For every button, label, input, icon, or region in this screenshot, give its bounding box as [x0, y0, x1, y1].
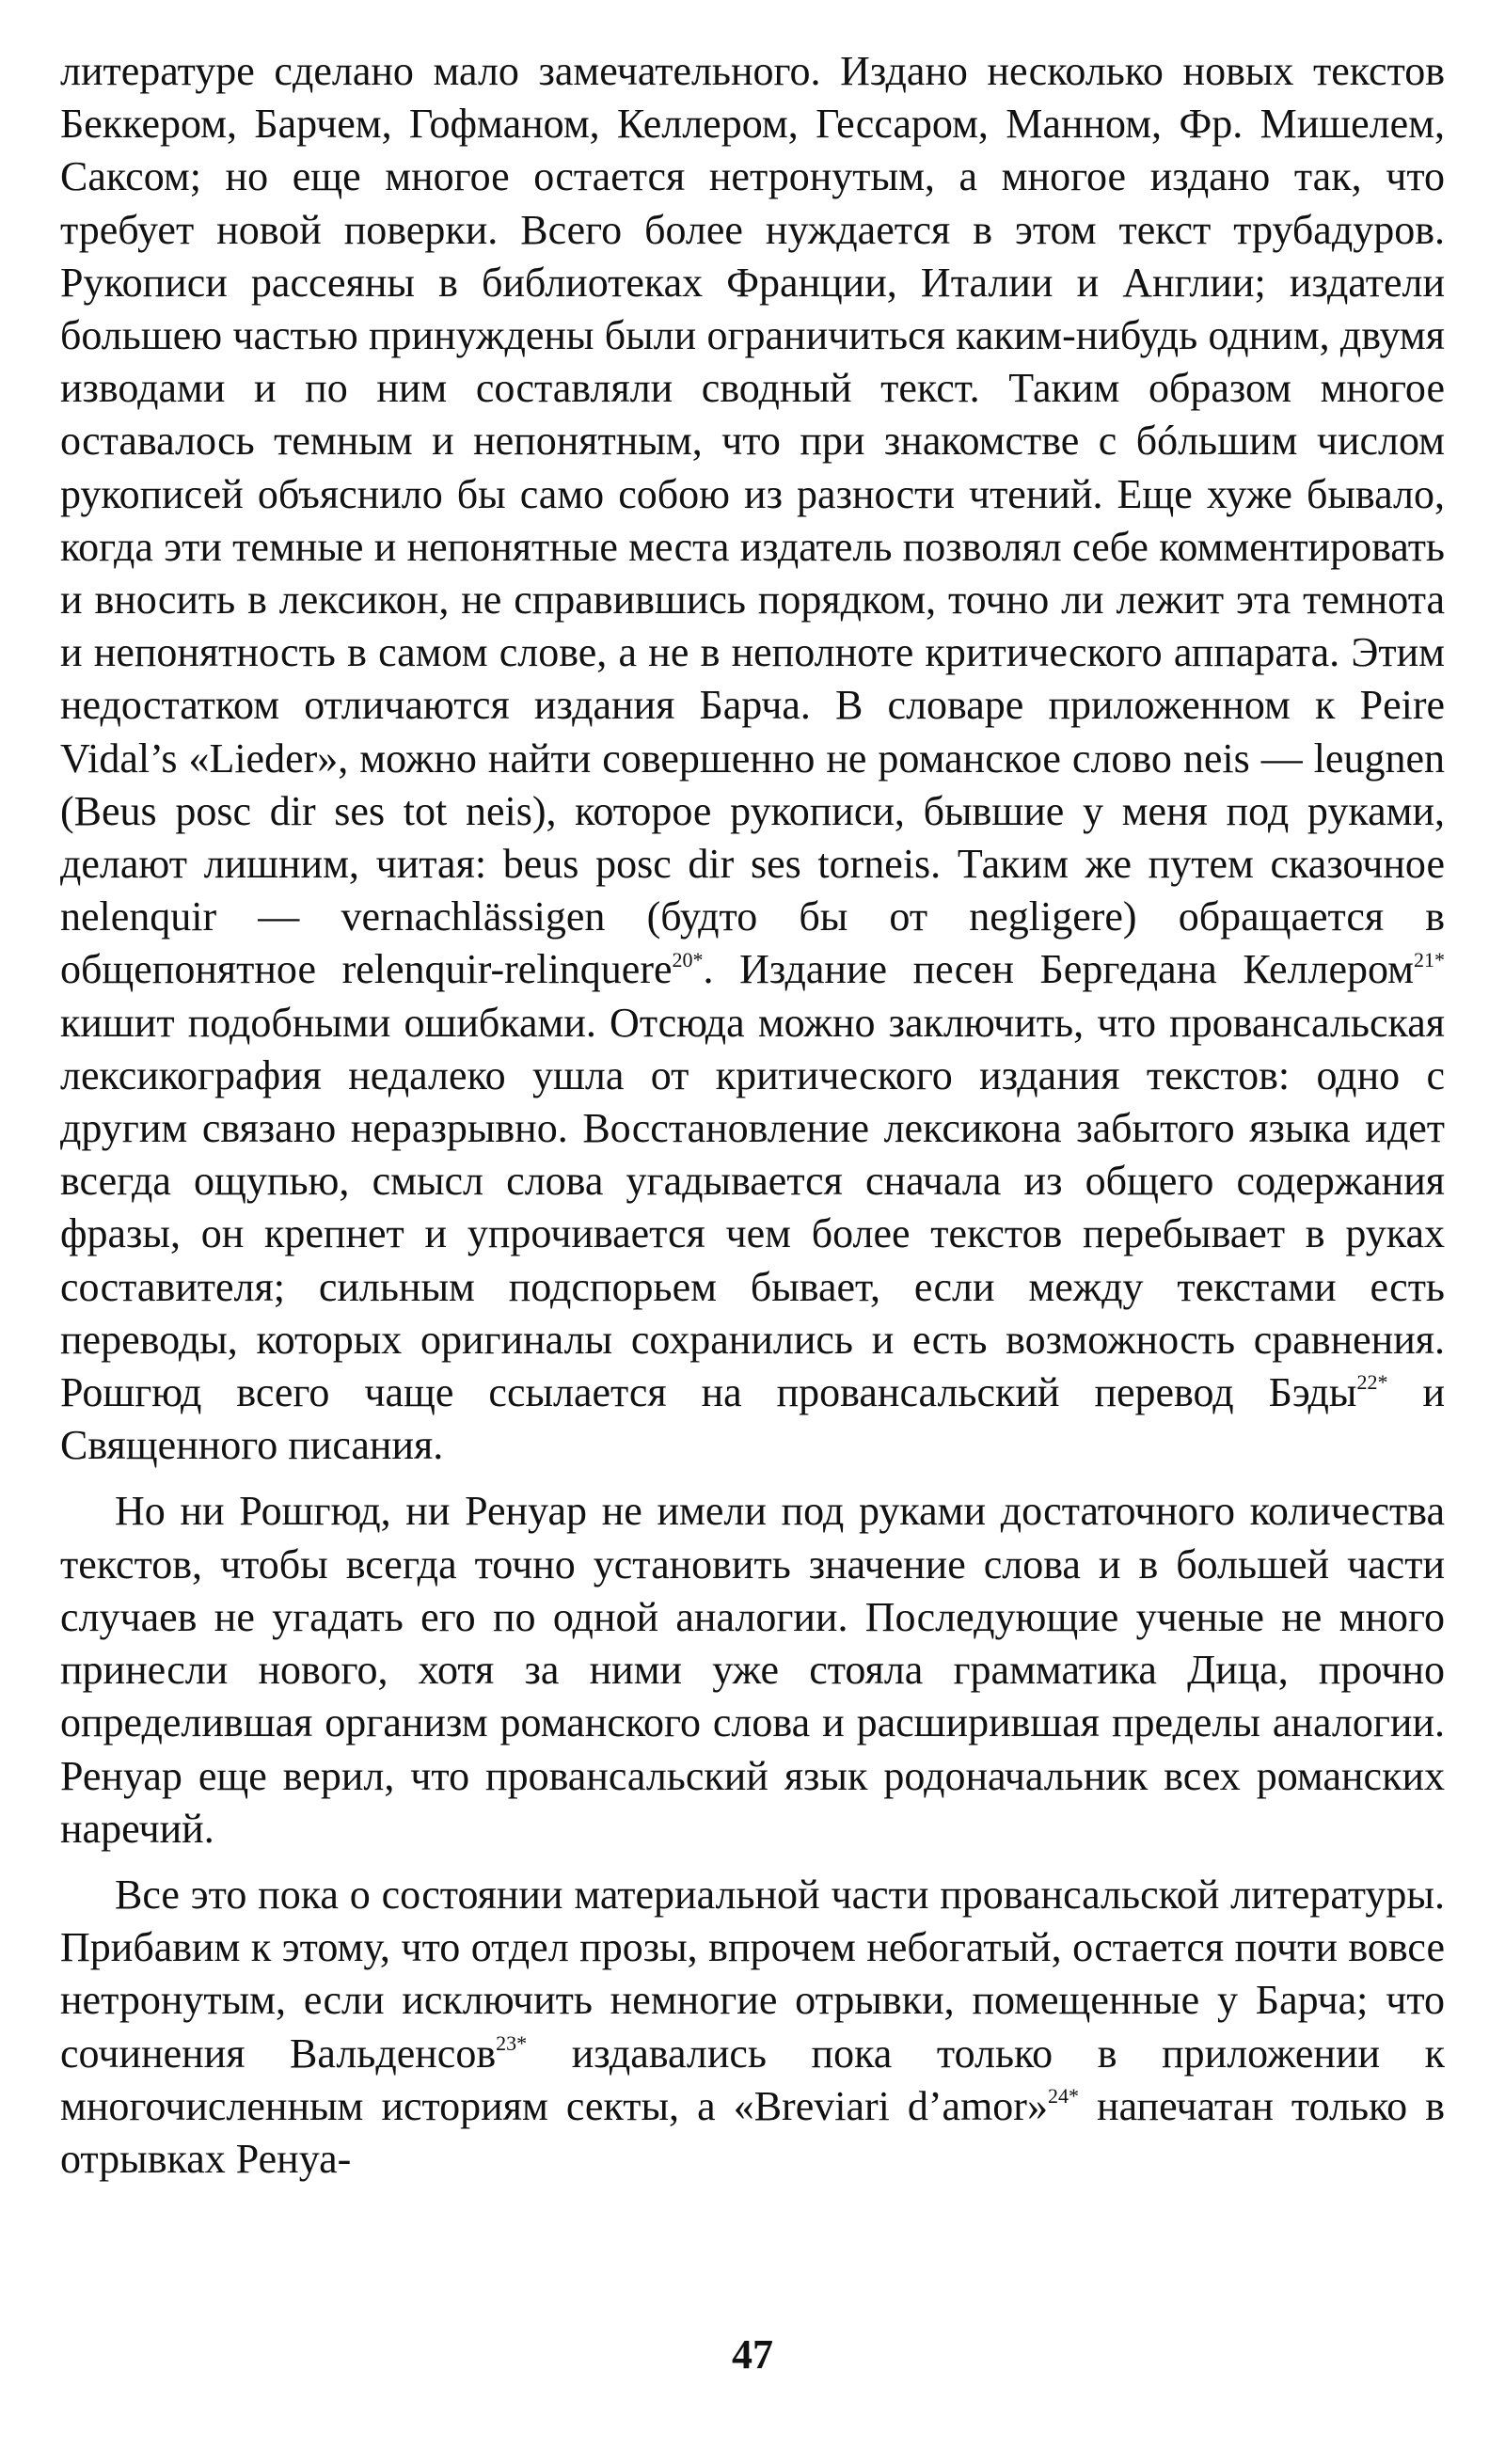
text-segment: . Издание песен Бергедана Келлером	[703, 946, 1414, 993]
text-segment: издавались пока только в приложении к многочисленным историям секты, а «Breviari d’amor»	[60, 2030, 1445, 2129]
footnote-ref-22: 22*	[1356, 1370, 1388, 1395]
text-segment: кишит подобными ошибками. Отсюда можно заключить, что провансальская лексикография недалеко ушла от критического издания текстов: одно с другим связано неразрывно. Восстановление лексикона забытого языка идет всегда ощупью, смысл слова угадывается сначала из общего содержания фразы, он крепнет и упрочивается чем более текстов перебывает в руках составителя; сильным подспорьем бывает, если между текстами есть переводы, которых оригиналы сохранились и есть возможность сравнения. Рошгюд всего чаще ссылается на провансальский перевод Бэды	[60, 999, 1445, 1416]
text-segment: Но ни Рошгюд, ни Ренуар не имели под руками достаточного количества текстов, чтобы всегда точно установить значение слова и в большей части случаев не угадать его по одной аналогии. Последующие ученые не много принесли нового, хотя за ними уже стояла грамматика Дица, прочно определившая организм романского слова и расширившая пределы аналогии. Ренуар еще верил, что провансальский язык родоначальник всех романских наречий.	[60, 1488, 1445, 1852]
text-segment: напечатан только в отрывках Ренуа-	[60, 2082, 1445, 2182]
footnote-ref-24: 24*	[1047, 2084, 1079, 2109]
page-number: 47	[732, 2331, 773, 2377]
paragraph-2	[60, 1485, 1445, 1855]
text-segment: литературе сделано мало замечательного. Издано несколько новых текстов Беккером, Барчем, Гофманом, Келлером, Гессаром, Манном, Фр. Мишелем, Саксом; но еще многое остается нетронутым, а многое издано так, что требует новой поверки. Всего более нуждается в этом текст трубадуров. Рукописи рассеяны в библиотеках Франции, Италии и Англии; издатели большею частью принуждены были ограничиться каким-нибудь одним, двумя изводами и по ним составляли сводный текст. Таким образом многое оставалось темным и непонятным, что при знакомстве с бóльшим числом рукописей объяснило бы само собою из разности чтений. Еще хуже бывало, когда эти темные и непонятные места издатель позволял себе комментировать и вносить в лексикон, не справившись порядком, точно ли лежит эта темнота и непонятность в самом слове, а не в неполноте критического аппарата. Этим недостатком отличаются издания Барча. В словаре приложенном к Peire Vidal’s «Lieder», можно найти совершенно не романское слово neis — leugnen (Beus posc dir ses tot neis), которое рукописи, бывшие у меня под руками, делают лишним, читая: beus posc dir ses torneis. Таким же путем сказочное nelenquir — vernachlässigen (будто бы от negligere) обращается в общепонятное relenquir-relinquere	[60, 48, 1445, 993]
footnote-ref-21: 21*	[1413, 947, 1445, 971]
paragraph-3	[60, 1869, 1445, 2186]
page-text	[60, 45, 1445, 2186]
paragraph-1	[60, 45, 1445, 1472]
footnote-ref-23: 23*	[496, 2030, 528, 2055]
text-segment: Все это пока о состоянии материальной части провансальской литературы. Прибавим к этому, что отдел прозы, впрочем небогатый, остается почти вовсе нетронутым, если исключить немногие отрывки, помещенные у Барча; что сочинения Вальденсов	[60, 1871, 1445, 2077]
text-segment: и Священного писания.	[60, 1369, 1446, 1469]
footnote-ref-20: 20*	[672, 947, 704, 971]
